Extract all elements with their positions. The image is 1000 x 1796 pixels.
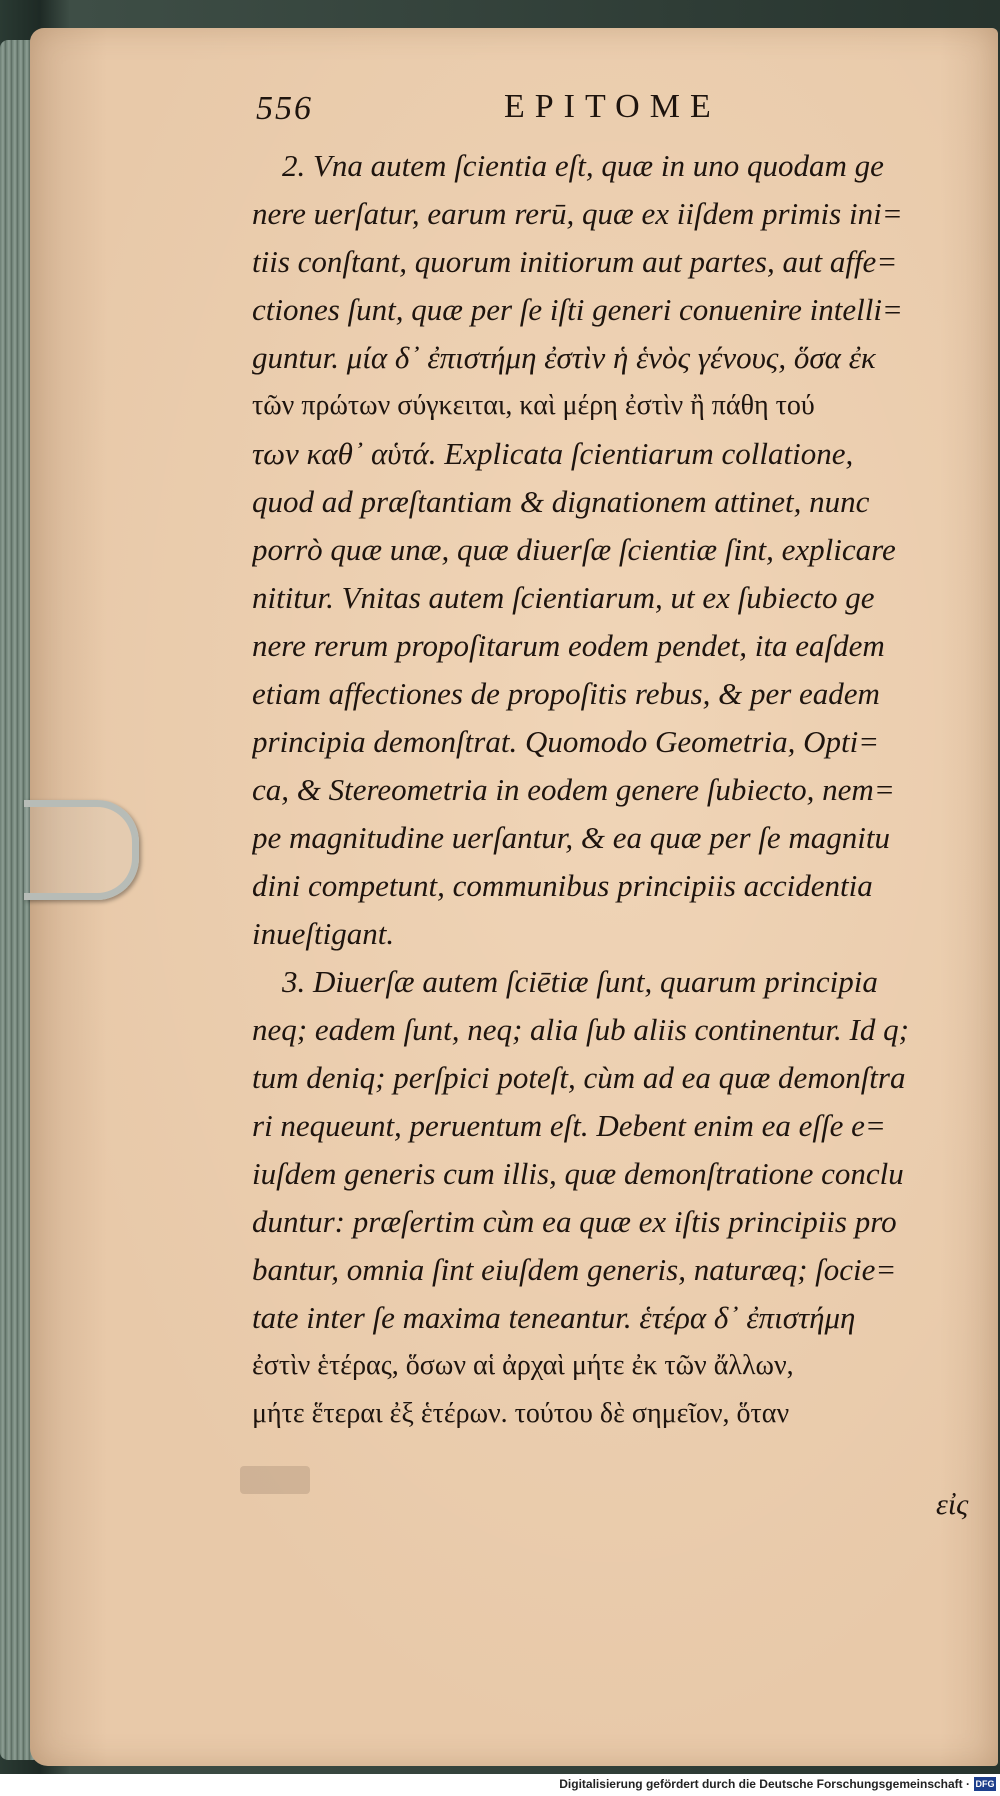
- funding-credit: Digitalisierung gefördert durch die Deutsche Forschungsgemeinschaft ·: [559, 1777, 970, 1791]
- text-line-greek: τῶν πρώτων σύγκειται, καὶ μέρη ἐστὶν ἢ πάθη τού: [252, 390, 815, 421]
- text-line: nere rerum propoſitarum eodem pendet, ita eaſdem: [252, 628, 885, 663]
- text-line: tiis conſtant, quorum initiorum aut partes, aut affe=: [252, 244, 898, 279]
- text-line: guntur. μία δ᾽ ἐπιστήμη ἐστὶν ἡ ἑνὸς γένους, ὅσα ἐκ: [252, 340, 876, 375]
- text-line: nere uerſatur, earum rerū, quæ ex iiſdem primis ini=: [252, 196, 903, 231]
- ink-bleed-through: [240, 1466, 310, 1494]
- text-line: ri nequeunt, peruentum eſt. Debent enim ea eſſe e=: [252, 1108, 886, 1143]
- text-line: principia demonſtrat. Quomodo Geometria, Opti=: [252, 724, 880, 759]
- text-line: inueſtigant.: [252, 916, 395, 951]
- text-line: tum deniq; perſpici poteſt, cùm ad ea quæ demonſtra: [252, 1060, 906, 1095]
- text-line-greek: μήτε ἕτεραι ἐξ ἑτέρων. τούτου δὲ σημεῖον, ὅταν: [252, 1398, 790, 1429]
- text-line: ctiones ſunt, quæ per ſe iſti generi conuenire intelli=: [252, 292, 903, 327]
- folio-number: 556: [256, 90, 313, 127]
- running-title: EPITOME: [504, 88, 721, 125]
- text-line: 2. Vna autem ſcientia eſt, quæ in uno quodam ge: [282, 148, 884, 183]
- text-line: neq; eadem ſunt, neq; alia ſub aliis continentur. Id q;: [252, 1012, 909, 1047]
- text-line: tate inter ſe maxima teneantur. ἑτέρα δ᾽ ἐπιστήμη: [252, 1300, 856, 1335]
- text-line: των καθ᾽ αὑτά. Explicata ſcientiarum collatione,: [252, 436, 854, 471]
- page-header: [256, 86, 976, 136]
- text-line: etiam affectiones de propoſitis rebus, & per eadem: [252, 676, 880, 711]
- digitization-footer: [0, 1774, 1000, 1796]
- body-text: [252, 142, 982, 1438]
- text-line: iuſdem generis cum illis, quæ demonſtratione conclu: [252, 1156, 904, 1191]
- text-line: 3. Diuerſæ autem ſciētiæ ſunt, quarum principia: [282, 964, 878, 999]
- text-line: bantur, omnia ſint eiuſdem generis, naturæq; ſocie=: [252, 1252, 897, 1287]
- text-line: quod ad præſtantiam & dignationem attinet, nunc: [252, 484, 870, 519]
- text-line: porrò quæ unæ, quæ diuerſæ ſcientiæ ſint, explicare: [252, 532, 896, 567]
- text-line-greek: ἐστὶν ἑτέρας, ὅσων αἱ ἀρχαὶ μήτε ἐκ τῶν ἄλλων,: [252, 1350, 794, 1381]
- text-line: ca, & Stereometria in eodem genere ſubiecto, nem=: [252, 772, 895, 807]
- text-line: pe magnitudine uerſantur, & ea quæ per ſe magnitu: [252, 820, 891, 855]
- page-clip: [24, 800, 139, 900]
- text-line: duntur: præſertim cùm ea quæ ex iſtis principiis pro: [252, 1204, 897, 1239]
- text-line: nititur. Vnitas autem ſcientiarum, ut ex ſubiecto ge: [252, 580, 875, 615]
- text-line: dini competunt, communibus principiis accidentia: [252, 868, 873, 903]
- catchword: εἰς: [936, 1488, 969, 1521]
- dfg-logo-icon: DFG: [975, 1779, 995, 1789]
